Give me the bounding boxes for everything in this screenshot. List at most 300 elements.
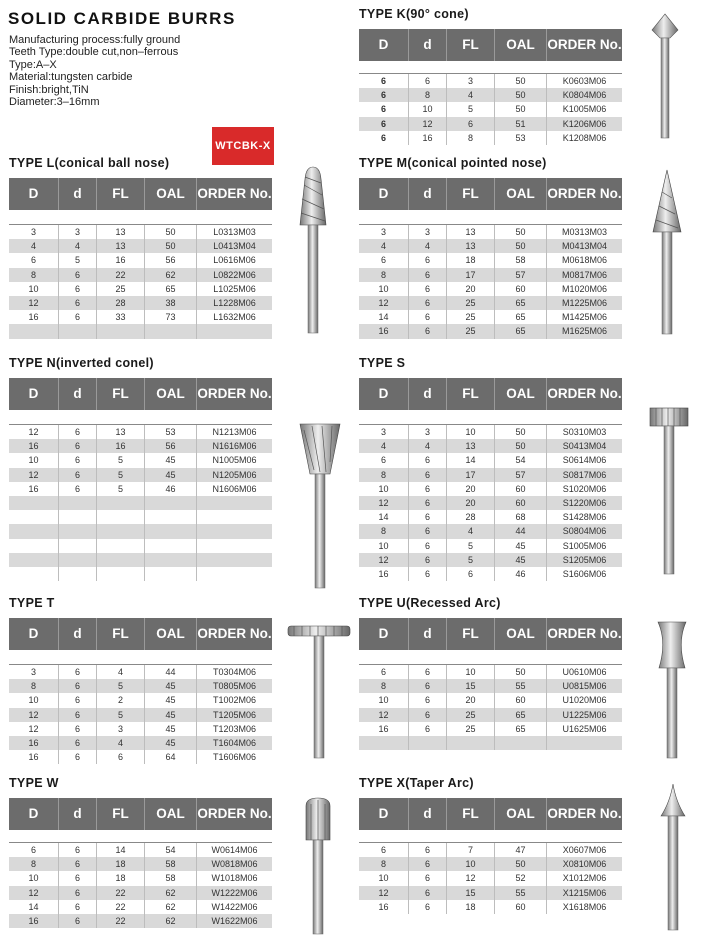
table-cell: L0616M06: [213, 255, 256, 266]
table-cell: 10: [447, 857, 495, 871]
table-cell: 16: [359, 324, 409, 338]
table-cell: 6: [409, 693, 447, 707]
table-cell: W1018M06: [211, 873, 258, 884]
table-cell: 45: [145, 708, 197, 722]
table-cell: 20: [447, 496, 495, 510]
table-cell: L0313M03: [213, 227, 256, 237]
column-header: OAL: [495, 178, 547, 210]
table-header: [359, 178, 622, 210]
table-row: [9, 722, 272, 736]
table-cell: 15: [447, 886, 495, 900]
table-cell: [197, 510, 272, 524]
table-row: [359, 439, 622, 453]
column-header: FL: [97, 178, 145, 210]
table-cell: 45: [145, 468, 197, 482]
table-cell: 6: [409, 708, 447, 722]
table-cell: [97, 324, 145, 338]
table-cell: 6: [409, 282, 447, 296]
column-header: D: [359, 798, 409, 830]
table-cell: 52: [495, 871, 547, 885]
table-cell: 12: [9, 722, 59, 736]
table-cell: 12: [359, 553, 409, 567]
table-cell: N1205M06: [212, 469, 257, 480]
disc-burr-icon: [286, 620, 352, 760]
table-cell: 46: [145, 482, 197, 496]
column-header: D: [9, 798, 59, 830]
table-cell: [97, 539, 145, 553]
table-cell: M0313M03: [561, 227, 608, 237]
table-cell: X1012M06: [562, 873, 607, 884]
table-cell: 4: [97, 665, 145, 679]
table-cell: 6: [409, 567, 447, 581]
empty-row: [9, 553, 272, 567]
table-cell: X0810M06: [562, 859, 607, 870]
column-header: D: [9, 378, 59, 410]
table-cell: 6: [409, 539, 447, 553]
table-cell: 55: [495, 886, 547, 900]
table-row: [359, 102, 622, 116]
table-row: [9, 914, 272, 928]
table-cell: [447, 736, 495, 750]
table-cell: 18: [447, 900, 495, 914]
column-header: OAL: [145, 798, 197, 830]
column-header: FL: [97, 618, 145, 650]
table-cell: 13: [97, 425, 145, 439]
table-cell: 5: [447, 553, 495, 567]
table-cell: 5: [447, 539, 495, 553]
table-cell: 8: [359, 468, 409, 482]
column-header: ORDER No.: [197, 626, 272, 641]
table-cell: 12: [9, 468, 59, 482]
table-cell: 6: [59, 679, 97, 693]
table-cell: [145, 324, 197, 338]
table-cell: 5: [97, 708, 145, 722]
table-cell: T0304M06: [212, 667, 257, 677]
table-cell: 22: [97, 900, 145, 914]
table-row: [359, 857, 622, 871]
table-cell: 58: [145, 857, 197, 871]
empty-row: [9, 324, 272, 338]
table-cell: U0610M06: [562, 667, 607, 677]
table-row: [9, 453, 272, 467]
table-cell: 4: [409, 239, 447, 253]
table-cell: X0607M06: [562, 845, 607, 855]
table-cell: 50: [495, 102, 547, 116]
column-header: d: [59, 178, 97, 210]
table-row: [359, 425, 622, 439]
table-cell: 18: [447, 253, 495, 267]
table-cell: [9, 524, 59, 538]
table-cell: 45: [495, 553, 547, 567]
table-cell: M0413M04: [561, 241, 608, 252]
table-cell: 13: [447, 439, 495, 453]
table-cell: 44: [495, 524, 547, 538]
table-cell: 13: [97, 239, 145, 253]
table-cell: 6: [409, 510, 447, 524]
table-cell: 5: [447, 102, 495, 116]
table-cell: N1606M06: [212, 483, 257, 494]
column-header: D: [9, 618, 59, 650]
table-cell: 6: [59, 900, 97, 914]
table-cell: 6: [59, 282, 97, 296]
table-body: [9, 842, 272, 928]
spec-line: Finish:bright,TiN: [9, 83, 89, 96]
table-cell: 22: [97, 268, 145, 282]
table-row: [359, 296, 622, 310]
table-cell: N1213M06: [212, 427, 257, 437]
table-row: [359, 324, 622, 338]
table-cell: 12: [359, 296, 409, 310]
table-cell: [145, 524, 197, 538]
table-row: [359, 510, 622, 524]
table-cell: S0310M03: [562, 427, 607, 437]
table-cell: 14: [359, 310, 409, 324]
table-cell: 45: [145, 693, 197, 707]
table-cell: 6: [59, 886, 97, 900]
table-cell: 10: [409, 102, 447, 116]
table-cell: 6: [59, 482, 97, 496]
table-cell: L1228M06: [213, 297, 256, 308]
column-header: FL: [447, 798, 495, 830]
table-cell: 6: [59, 425, 97, 439]
table-header: [9, 798, 272, 830]
table-cell: 10: [9, 871, 59, 885]
table-cell: 6: [409, 679, 447, 693]
table-row: [359, 239, 622, 253]
table-cell: 3: [359, 225, 409, 239]
table-cell: 3: [409, 225, 447, 239]
table-body: [359, 664, 622, 750]
table-row: [9, 268, 272, 282]
table-cell: 16: [359, 722, 409, 736]
table-cell: 53: [495, 131, 547, 145]
spec-list: [9, 34, 180, 108]
table-row: [9, 857, 272, 871]
model-badge: WTCBK-X: [212, 127, 274, 165]
table-row: [359, 539, 622, 553]
table-cell: 7: [447, 843, 495, 857]
table-row: [9, 736, 272, 750]
table-row: [9, 310, 272, 324]
table-cell: U1225M06: [562, 709, 607, 720]
table-cell: X1618M06: [562, 901, 607, 912]
table-cell: 12: [9, 708, 59, 722]
spec-line: Diameter:3–16mm: [9, 96, 100, 109]
table-cell: 6: [409, 496, 447, 510]
table-cell: 16: [9, 439, 59, 453]
table-cell: 6: [59, 439, 97, 453]
table-cell: 6: [359, 843, 409, 857]
table-cell: U1625M06: [562, 723, 607, 734]
table-cell: 6: [409, 871, 447, 885]
table-row: [359, 567, 622, 581]
table-row: [9, 468, 272, 482]
section-title: TYPE X(Taper Arc): [359, 776, 474, 790]
table-cell: 12: [9, 296, 59, 310]
table-cell: K1206M06: [562, 118, 607, 129]
table-cell: 16: [97, 253, 145, 267]
table-row: [359, 482, 622, 496]
table-cell: 53: [145, 425, 197, 439]
table-cell: 45: [495, 539, 547, 553]
table-row: [9, 886, 272, 900]
table-cell: 12: [359, 708, 409, 722]
table-cell: 2: [97, 693, 145, 707]
table-cell: 6: [409, 253, 447, 267]
table-cell: 13: [447, 239, 495, 253]
table-cell: 6: [59, 843, 97, 857]
table-cell: K0804M06: [562, 90, 607, 101]
table-row: [359, 665, 622, 679]
table-cell: 57: [495, 468, 547, 482]
table-cell: 8: [9, 679, 59, 693]
table-cell: 3: [59, 225, 97, 239]
table-header: [9, 618, 272, 650]
table-cell: 6: [59, 722, 97, 736]
table-cell: 3: [359, 425, 409, 439]
table-cell: M1225M06: [561, 297, 608, 308]
table-row: [359, 282, 622, 296]
table-cell: 14: [9, 900, 59, 914]
table-cell: 60: [495, 496, 547, 510]
table-cell: [59, 524, 97, 538]
column-header: d: [59, 618, 97, 650]
table-cell: 50: [495, 857, 547, 871]
table-cell: S1205M06: [562, 554, 607, 565]
spec-line: Material:tungsten carbide: [9, 71, 133, 84]
column-header: ORDER No.: [197, 386, 272, 401]
table-cell: 62: [145, 900, 197, 914]
table-cell: 6: [409, 900, 447, 914]
table-cell: [59, 496, 97, 510]
table-cell: 50: [495, 425, 547, 439]
table-cell: 8: [447, 131, 495, 145]
table-cell: 20: [447, 282, 495, 296]
table-cell: 15: [447, 679, 495, 693]
table-cell: K0603M06: [562, 76, 607, 86]
table-cell: 6: [359, 131, 409, 145]
table-cell: 45: [145, 453, 197, 467]
table-cell: 50: [495, 74, 547, 88]
table-cell: 6: [59, 693, 97, 707]
table-cell: W1422M06: [211, 901, 258, 912]
table-cell: 6: [409, 857, 447, 871]
table-cell: 6: [409, 665, 447, 679]
table-cell: L1632M06: [213, 312, 256, 323]
table-cell: 65: [495, 722, 547, 736]
table-cell: [97, 510, 145, 524]
table-cell: [9, 324, 59, 338]
table-cell: 6: [359, 74, 409, 88]
table-cell: 6: [59, 857, 97, 871]
table-cell: 6: [59, 453, 97, 467]
table-cell: [97, 553, 145, 567]
table-cell: 6: [97, 750, 145, 764]
cylinder-radius-burr-icon: [303, 796, 333, 936]
empty-row: [9, 496, 272, 510]
column-header: FL: [447, 29, 495, 61]
table-cell: 3: [9, 665, 59, 679]
table-row: [359, 693, 622, 707]
table-cell: S0614M06: [562, 455, 607, 466]
table-cell: M1425M06: [561, 312, 608, 323]
table-cell: 8: [359, 679, 409, 693]
table-cell: 20: [447, 482, 495, 496]
table-cell: 12: [359, 496, 409, 510]
table-cell: 4: [97, 736, 145, 750]
table-row: [359, 468, 622, 482]
table-row: [359, 843, 622, 857]
table-body: [359, 842, 622, 914]
table-cell: S1005M06: [562, 540, 607, 551]
table-cell: 56: [145, 439, 197, 453]
table-cell: 6: [359, 102, 409, 116]
table-row: [359, 679, 622, 693]
table-row: [9, 679, 272, 693]
table-cell: S0817M06: [562, 469, 607, 480]
table-cell: 65: [495, 296, 547, 310]
table-cell: K1208M06: [562, 132, 607, 143]
section-title: TYPE K(90° cone): [359, 7, 469, 21]
table-cell: 6: [447, 567, 495, 581]
table-cell: 4: [447, 524, 495, 538]
table-cell: T1205M06: [212, 709, 257, 720]
table-row: [359, 553, 622, 567]
table-row: [359, 871, 622, 885]
table-cell: 10: [9, 453, 59, 467]
column-header: OAL: [495, 618, 547, 650]
column-header: OAL: [145, 618, 197, 650]
inverted-cone-burr-icon: [298, 422, 342, 590]
table-cell: 50: [145, 239, 197, 253]
table-row: [359, 88, 622, 102]
table-cell: 6: [409, 524, 447, 538]
table-cell: 13: [97, 225, 145, 239]
table-cell: 20: [447, 693, 495, 707]
table-cell: 17: [447, 468, 495, 482]
conical-ball-nose-burr-icon: [296, 165, 330, 335]
column-header: FL: [447, 618, 495, 650]
table-cell: 8: [9, 857, 59, 871]
table-cell: 6: [409, 468, 447, 482]
table-row: [359, 708, 622, 722]
table-row: [9, 425, 272, 439]
table-cell: 16: [359, 567, 409, 581]
table-header: [9, 378, 272, 410]
table-cell: [9, 510, 59, 524]
table-cell: 6: [409, 482, 447, 496]
table-cell: 6: [59, 268, 97, 282]
table-cell: L1025M06: [213, 283, 256, 294]
table-row: [9, 708, 272, 722]
column-header: D: [359, 378, 409, 410]
table-cell: 60: [495, 693, 547, 707]
table-cell: [9, 496, 59, 510]
column-header: OAL: [495, 29, 547, 61]
table-cell: 6: [59, 708, 97, 722]
table-cell: 25: [447, 708, 495, 722]
table-row: [9, 439, 272, 453]
empty-row: [9, 524, 272, 538]
table-body: [9, 224, 272, 339]
table-row: [359, 131, 622, 145]
table-row: [359, 268, 622, 282]
table-row: [9, 843, 272, 857]
column-header: ORDER No.: [197, 806, 272, 821]
spec-line: Manufacturing process:fully ground: [9, 34, 181, 46]
table-cell: [9, 539, 59, 553]
table-cell: 58: [495, 253, 547, 267]
table-cell: 50: [495, 439, 547, 453]
table-cell: 6: [59, 750, 97, 764]
table-cell: 55: [495, 679, 547, 693]
table-cell: 5: [97, 453, 145, 467]
table-cell: 50: [495, 88, 547, 102]
empty-row: [9, 539, 272, 553]
table-cell: [197, 324, 272, 338]
table-cell: 22: [97, 914, 145, 928]
spec-line: Teeth Type:double cut,non–ferrous: [9, 46, 179, 59]
table-cell: [359, 736, 409, 750]
column-header: ORDER No.: [547, 806, 622, 821]
table-cell: 3: [447, 74, 495, 88]
table-row: [359, 117, 622, 131]
taper-arc-burr-icon: [658, 782, 688, 932]
table-row: [359, 524, 622, 538]
table-row: [9, 282, 272, 296]
table-cell: 4: [447, 88, 495, 102]
column-header: d: [409, 378, 447, 410]
table-cell: 65: [495, 324, 547, 338]
table-cell: 10: [9, 693, 59, 707]
table-cell: [9, 553, 59, 567]
table-cell: [59, 539, 97, 553]
table-cell: 12: [447, 871, 495, 885]
table-cell: 56: [145, 253, 197, 267]
table-body: [359, 224, 622, 339]
table-cell: 3: [409, 425, 447, 439]
column-header: ORDER No.: [197, 186, 272, 201]
table-cell: 68: [495, 510, 547, 524]
table-cell: 62: [145, 268, 197, 282]
table-cell: 54: [495, 453, 547, 467]
table-cell: T1604M06: [212, 737, 257, 748]
table-cell: [145, 553, 197, 567]
column-header: ORDER No.: [547, 37, 622, 52]
table-cell: 12: [9, 886, 59, 900]
table-cell: U0815M06: [562, 681, 607, 692]
table-cell: 5: [59, 253, 97, 267]
table-cell: [197, 539, 272, 553]
table-cell: S1606M06: [562, 568, 607, 579]
table-cell: 6: [359, 88, 409, 102]
table-header: [359, 618, 622, 650]
column-header: OAL: [145, 378, 197, 410]
table-body: [359, 73, 622, 145]
table-header: [359, 378, 622, 410]
table-cell: 6: [409, 886, 447, 900]
table-cell: S1428M06: [562, 512, 607, 523]
table-cell: 65: [495, 708, 547, 722]
table-cell: S1220M06: [562, 497, 607, 508]
table-cell: 6: [409, 310, 447, 324]
table-cell: [197, 524, 272, 538]
table-cell: 25: [97, 282, 145, 296]
table-cell: 10: [359, 282, 409, 296]
table-cell: 46: [495, 567, 547, 581]
table-cell: 25: [447, 310, 495, 324]
table-cell: 50: [495, 225, 547, 239]
